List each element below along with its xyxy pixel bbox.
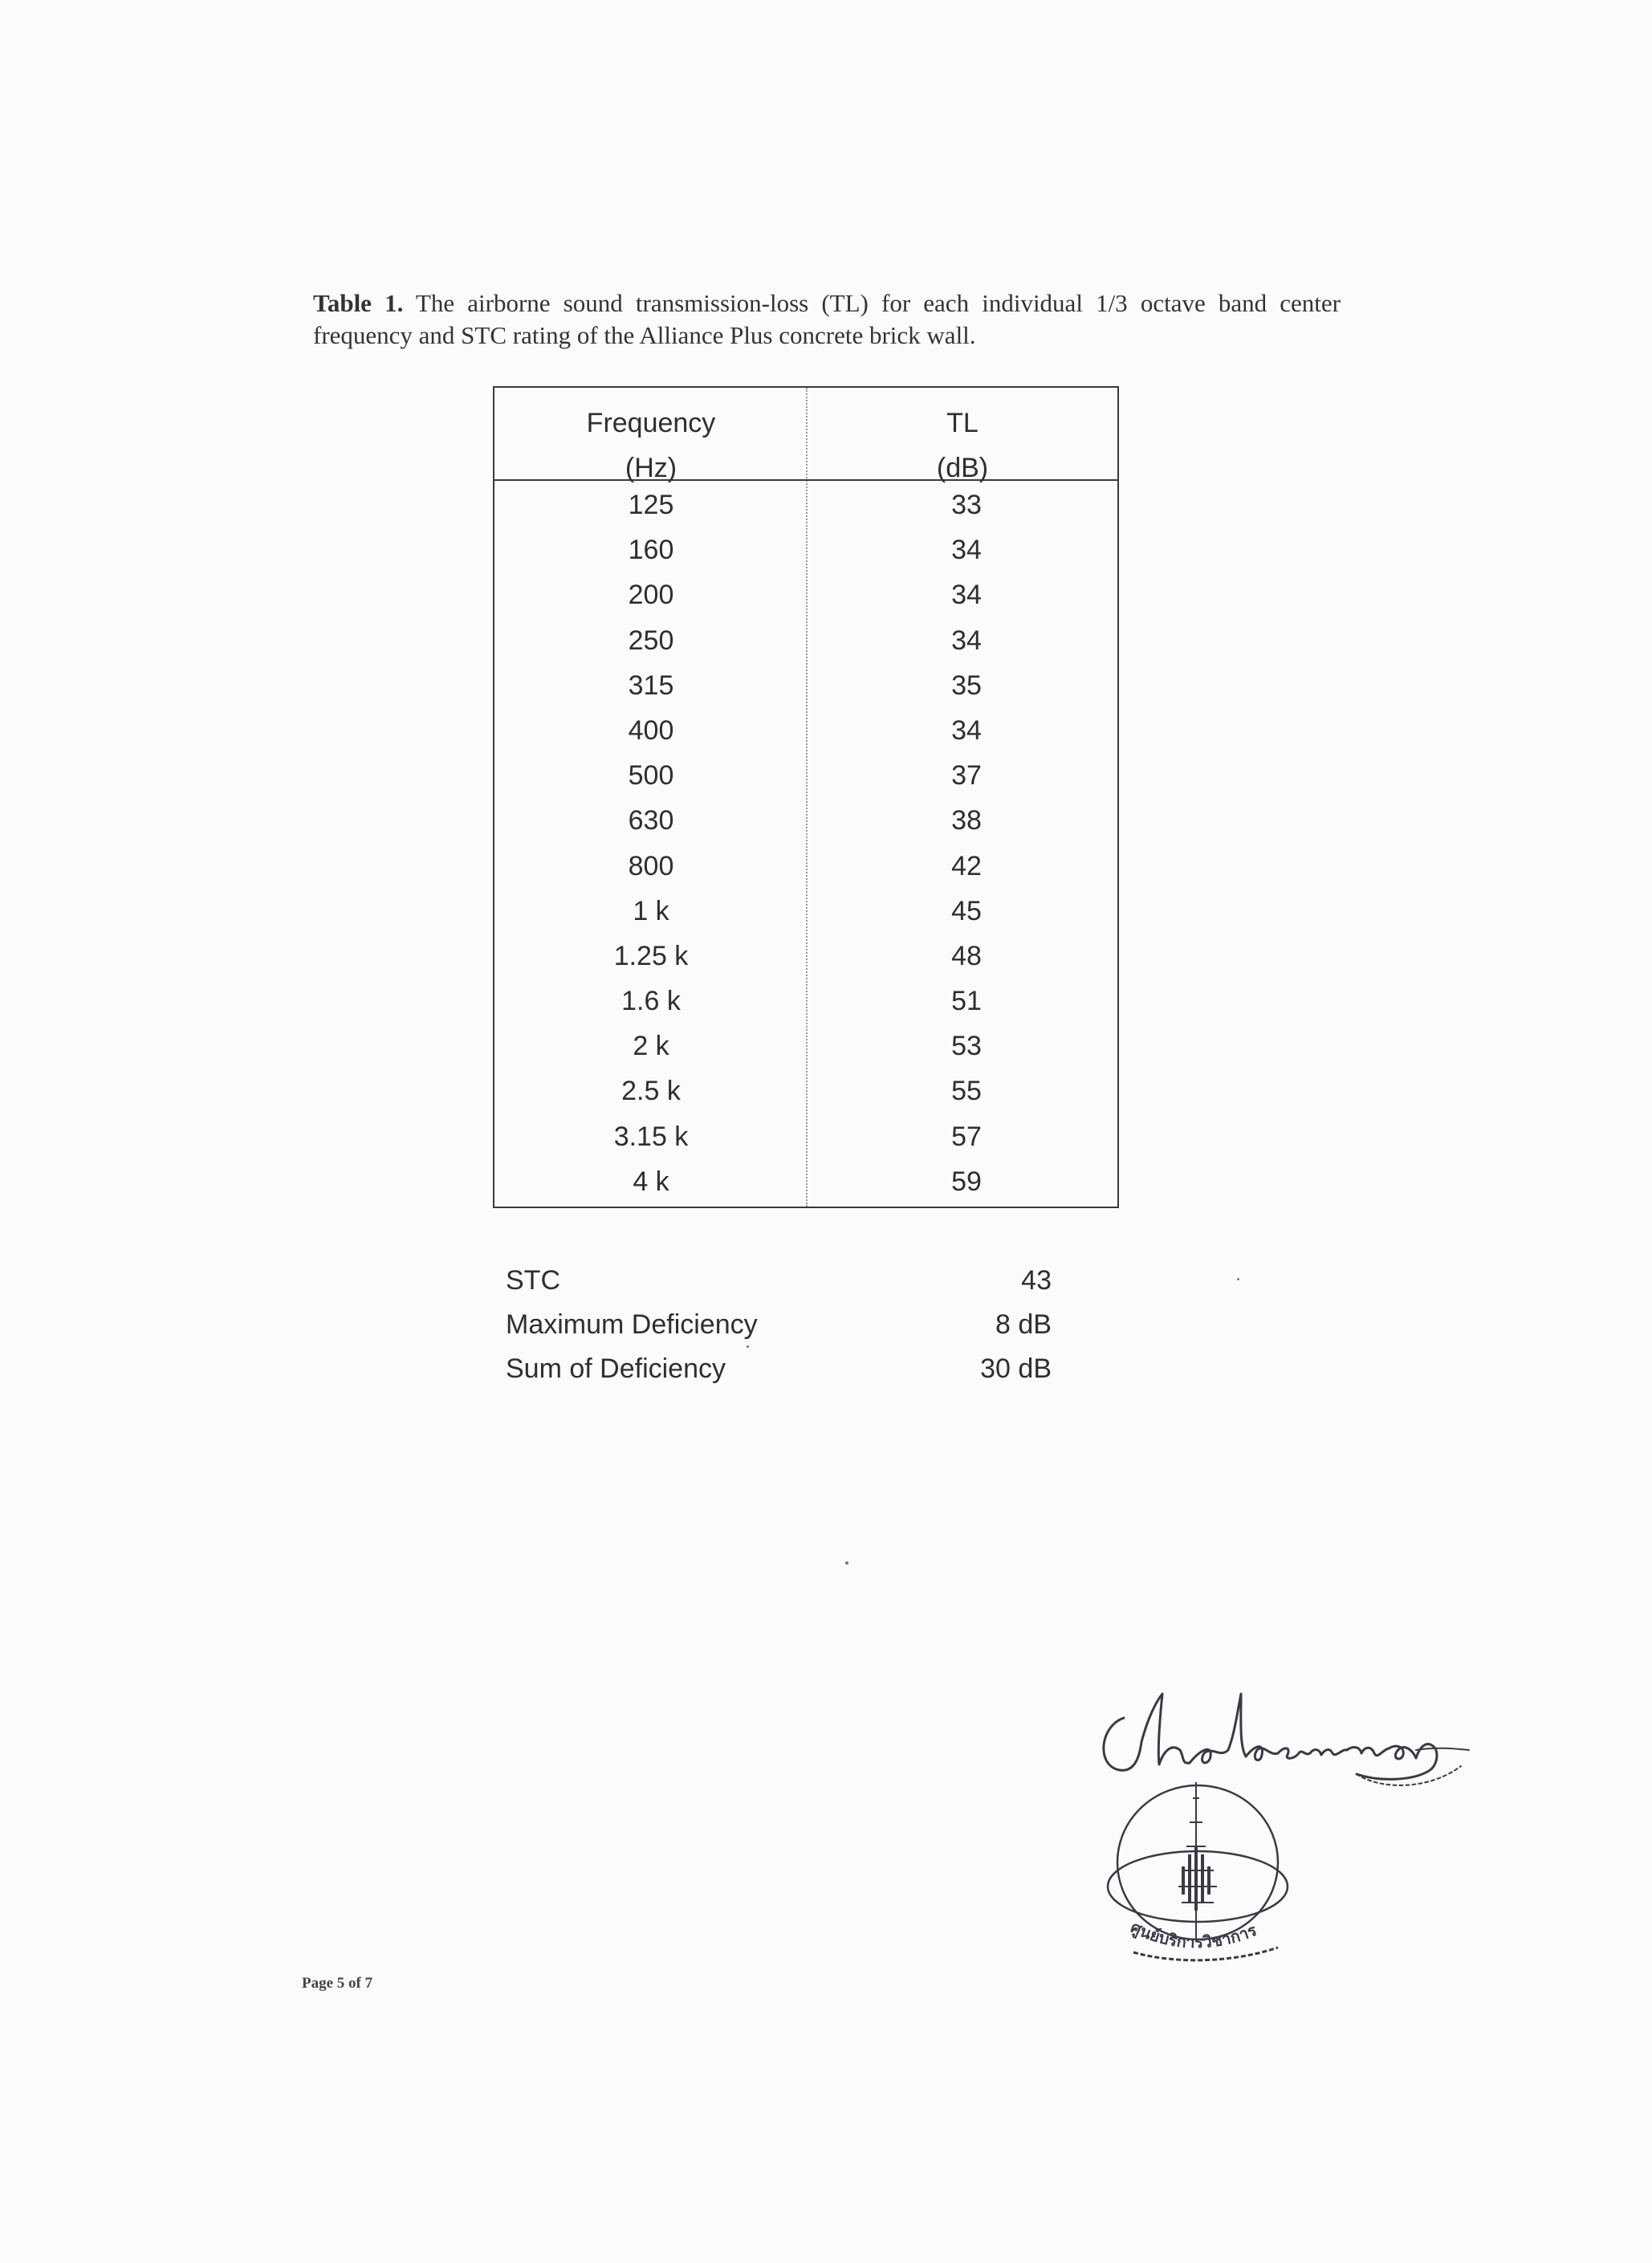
table-row: [494, 482, 1117, 527]
frequency-cell: 2.5 k: [621, 1076, 681, 1107]
table-row: [494, 753, 1117, 798]
tl-cell: 34: [951, 535, 982, 566]
table-caption-text: The airborne sound transmission-loss (TL) for each individual 1/3 octave band center frequency and STC rating of the Alliance Plus concrete brick wall.: [313, 289, 1341, 349]
frequency-cell: 630: [628, 805, 674, 836]
tl-cell: 34: [951, 580, 982, 611]
table-row: [494, 618, 1117, 663]
summary-row-max-deficiency: [506, 1303, 1068, 1347]
header-frequency-unit: (Hz): [625, 453, 677, 483]
stc-summary: [506, 1259, 1068, 1391]
scan-speck: [845, 1561, 848, 1565]
scan-speck: [1237, 1278, 1239, 1280]
transmission-loss-table: [493, 386, 1119, 1208]
table-caption: [313, 287, 1341, 352]
table-row: [494, 1159, 1117, 1204]
page-number: Page 5 of 7: [302, 1975, 373, 1992]
tl-cell: 59: [951, 1166, 982, 1197]
frequency-cell: 800: [628, 850, 674, 881]
scan-speck: [747, 1345, 749, 1348]
header-tl: [808, 401, 1117, 490]
tl-cell: 35: [951, 670, 982, 701]
header-frequency: [494, 401, 808, 490]
institution-seal: [1101, 1766, 1302, 1967]
frequency-cell: 200: [628, 580, 674, 611]
table-row: [494, 527, 1117, 572]
seal-text: ศูนย์บริการวิชาการ: [1127, 1917, 1259, 1952]
frequency-cell: 4 k: [633, 1166, 669, 1197]
summary-label: STC: [506, 1265, 560, 1296]
header-tl-unit: (dB): [936, 453, 989, 483]
table-body: [494, 482, 1117, 1204]
table-row: [494, 572, 1117, 617]
table-caption-lead: Table 1.: [313, 289, 404, 317]
header-frequency-name: Frequency: [586, 408, 716, 438]
table-row: [494, 663, 1117, 708]
tl-cell: 34: [951, 625, 982, 656]
tl-cell: 34: [951, 714, 982, 746]
table-row: [494, 1114, 1117, 1159]
tl-cell: 38: [951, 805, 982, 836]
frequency-cell: 250: [628, 625, 674, 656]
header-tl-name: TL: [946, 408, 979, 438]
summary-label: Sum of Deficiency: [506, 1353, 726, 1384]
frequency-cell: 125: [628, 490, 674, 520]
summary-row-stc: [506, 1259, 1068, 1303]
tl-cell: 51: [951, 986, 982, 1017]
frequency-cell: 3.15 k: [613, 1121, 689, 1152]
summary-label: Maximum Deficiency: [506, 1309, 758, 1340]
table-row: [494, 934, 1117, 979]
frequency-cell: 1.6 k: [621, 986, 681, 1017]
table-row: [494, 844, 1117, 889]
table-row: [494, 889, 1117, 934]
tl-cell: 45: [951, 895, 982, 926]
table-row: [494, 1024, 1117, 1068]
tl-cell: 55: [951, 1076, 982, 1107]
frequency-cell: 500: [628, 760, 674, 792]
frequency-cell: 400: [628, 714, 674, 746]
tl-cell: 57: [951, 1121, 982, 1152]
tl-cell: 48: [951, 940, 982, 971]
tl-cell: 37: [951, 760, 982, 792]
tl-cell: 53: [951, 1031, 982, 1062]
summary-value: 43: [1021, 1265, 1052, 1296]
table-row: [494, 708, 1117, 753]
frequency-cell: 315: [628, 670, 674, 701]
tl-cell: 42: [951, 850, 982, 881]
summary-value: 8 dB: [995, 1309, 1052, 1340]
frequency-cell: 1.25 k: [613, 940, 689, 971]
tl-cell: 33: [951, 490, 982, 520]
table-row: [494, 1068, 1117, 1113]
summary-row-sum-deficiency: [506, 1347, 1068, 1391]
table-row: [494, 798, 1117, 843]
table-header-row: [494, 388, 1117, 481]
table-row: [494, 979, 1117, 1024]
frequency-cell: 2 k: [633, 1031, 669, 1062]
frequency-cell: 1 k: [633, 895, 669, 926]
frequency-cell: 160: [628, 535, 674, 566]
summary-value: 30 dB: [980, 1353, 1052, 1384]
